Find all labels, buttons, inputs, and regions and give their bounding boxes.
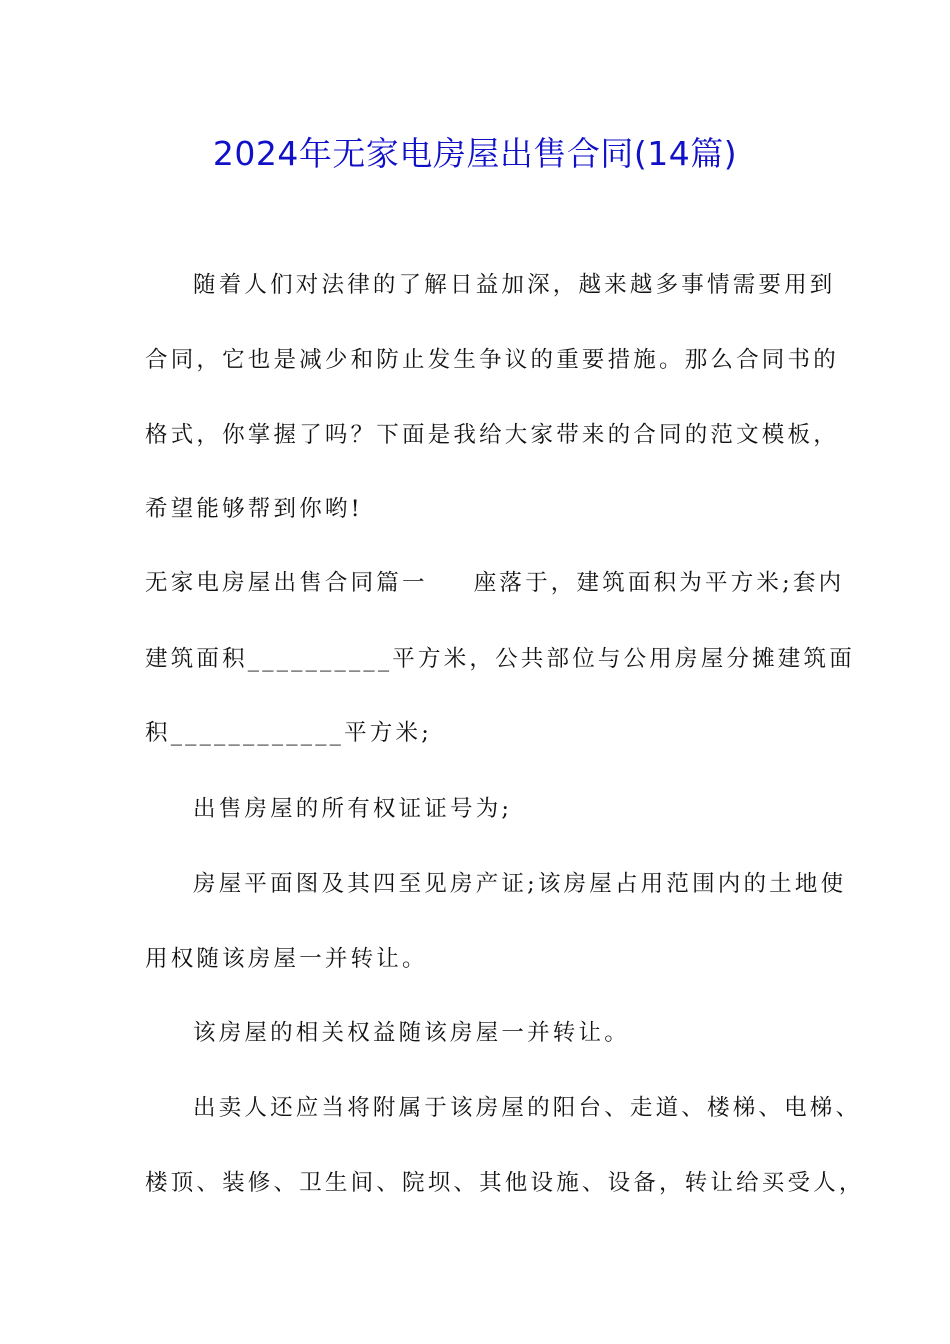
paragraph-line: 楼顶、装修、卫生间、院坝、其他设施、设备，转让给买受人， <box>145 1170 865 1196</box>
document-title: 2024年无家电房屋出售合同(14篇) <box>212 134 738 173</box>
section-line <box>145 568 844 598</box>
paragraph-line: 合同，它也是减少和防止发生争议的重要措施。那么合同书的 <box>145 347 839 373</box>
paragraph-line: 出卖人还应当将附属于该房屋的阳台、走道、楼梯、电梯、 <box>193 1095 862 1121</box>
paragraph-line: 用权随该房屋一并转让。 <box>145 946 428 972</box>
section-heading: 无家电房屋出售合同篇一 <box>145 570 428 596</box>
paragraph-line: 格式，你掌握了吗？下面是我给大家带来的合同的范文模板， <box>145 422 839 448</box>
paragraph-line: 建筑面积__________平方米，公共部位与公用房屋分摊建筑面 <box>145 646 855 672</box>
paragraph-line: 随着人们对法律的了解日益加深，越来越多事情需要用到 <box>193 272 836 298</box>
paragraph-line: 出售房屋的所有权证证号为; <box>193 796 513 822</box>
paragraph-line: 积____________平方米; <box>145 720 432 746</box>
paragraph-line: 该房屋的相关权益随该房屋一并转让。 <box>193 1020 630 1046</box>
paragraph-text: 座落于，建筑面积为平方米;套内 <box>473 570 845 596</box>
paragraph-line: 房屋平面图及其四至见房产证;该房屋占用范围内的土地使 <box>193 871 847 897</box>
paragraph-line: 希望能够帮到你哟! <box>145 496 363 522</box>
